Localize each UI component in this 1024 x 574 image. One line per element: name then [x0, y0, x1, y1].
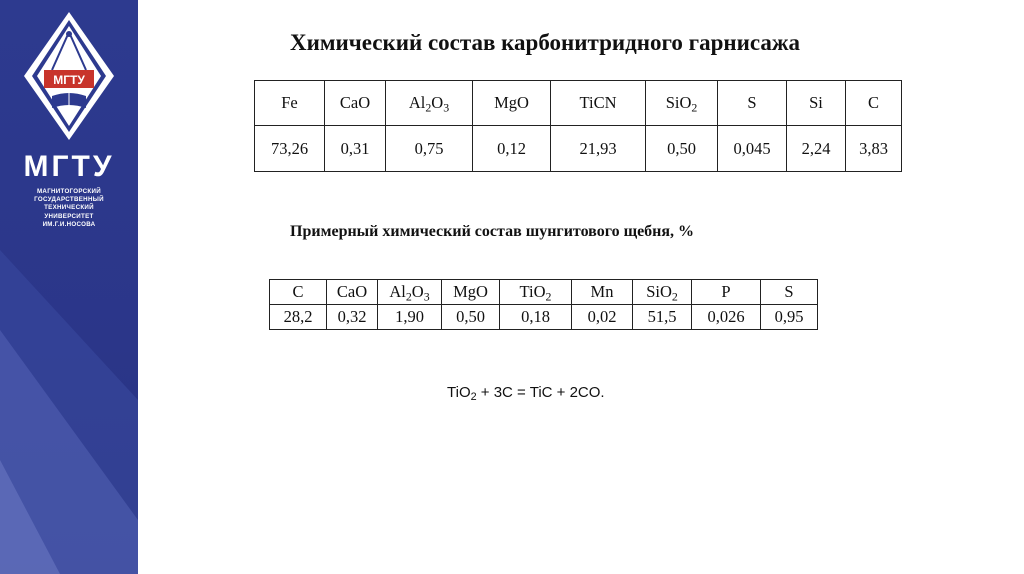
header-cell: SiO$_2$	[633, 280, 692, 305]
value-cell: 0,18	[500, 305, 572, 330]
sidebar-brand-band	[0, 0, 138, 574]
header-cell: C	[846, 81, 902, 126]
value-cell: 3,83	[846, 126, 902, 172]
header-cell: P	[692, 280, 761, 305]
value-cell: 0,50	[646, 126, 718, 172]
value-cell: 0,32	[327, 305, 378, 330]
logo-text: МГТУ	[53, 73, 85, 87]
brand-full-name	[0, 188, 138, 229]
header-cell: CaO	[327, 280, 378, 305]
table-row	[270, 305, 818, 330]
header-cell: MgO	[473, 81, 551, 126]
header-cell: $Al_2O_3$	[378, 280, 442, 305]
header-cell: TiO$_2$	[500, 280, 572, 305]
reaction-equation: TiO$_2$ + 3C = TiC + 2CO.	[447, 384, 605, 404]
value-cell: 2,24	[787, 126, 846, 172]
value-cell: 21,93	[551, 126, 646, 172]
brand-line: ТЕХНИЧЕСКИЙ	[44, 204, 94, 212]
header-cell: $Al_2O_3$	[386, 81, 473, 126]
value-cell: 0,50	[442, 305, 500, 330]
table-row	[255, 126, 902, 172]
value-cell: 28,2	[270, 305, 327, 330]
brand-abbreviation: МГТУ	[23, 150, 115, 183]
value-cell: 73,26	[255, 126, 325, 172]
header-cell: Si	[787, 81, 846, 126]
header-cell: Fe	[255, 81, 325, 126]
value-cell: 0,02	[572, 305, 633, 330]
value-cell: 0,026	[692, 305, 761, 330]
header-cell: S	[718, 81, 787, 126]
header-cell: C	[270, 280, 327, 305]
value-cell: 0,31	[325, 126, 386, 172]
page-title: Химический состав карбонитридного гарнисажа	[290, 30, 801, 55]
garnissage-composition-table	[254, 80, 902, 172]
shungite-composition-table	[269, 279, 818, 330]
table-header-row	[270, 280, 818, 305]
brand-line: МАГНИТОГОРСКИЙ	[36, 188, 102, 195]
university-logo	[22, 10, 116, 142]
header-cell: TiCN	[551, 81, 646, 126]
value-cell: 1,90	[378, 305, 442, 330]
brand-block	[0, 150, 138, 229]
brand-line: УНИВЕРСИТЕТ	[44, 212, 94, 220]
brand-line: ГОСУДАРСТВЕННЫЙ	[34, 196, 104, 204]
header-cell: MgO	[442, 280, 500, 305]
brand-line: ИМ.Г.И.НОСОВА	[42, 220, 96, 228]
value-cell: 0,045	[718, 126, 787, 172]
header-cell: SiO$_2$	[646, 81, 718, 126]
header-cell: CaO	[325, 81, 386, 126]
section-subtitle: Примерный химический состав шунгитового щебня, %	[290, 223, 695, 240]
value-cell: 0,75	[386, 126, 473, 172]
header-cell: Mn	[572, 280, 633, 305]
value-cell: 0,95	[761, 305, 818, 330]
value-cell: 51,5	[633, 305, 692, 330]
value-cell: 0,12	[473, 126, 551, 172]
header-cell: S	[761, 280, 818, 305]
table-header-row	[255, 81, 902, 126]
